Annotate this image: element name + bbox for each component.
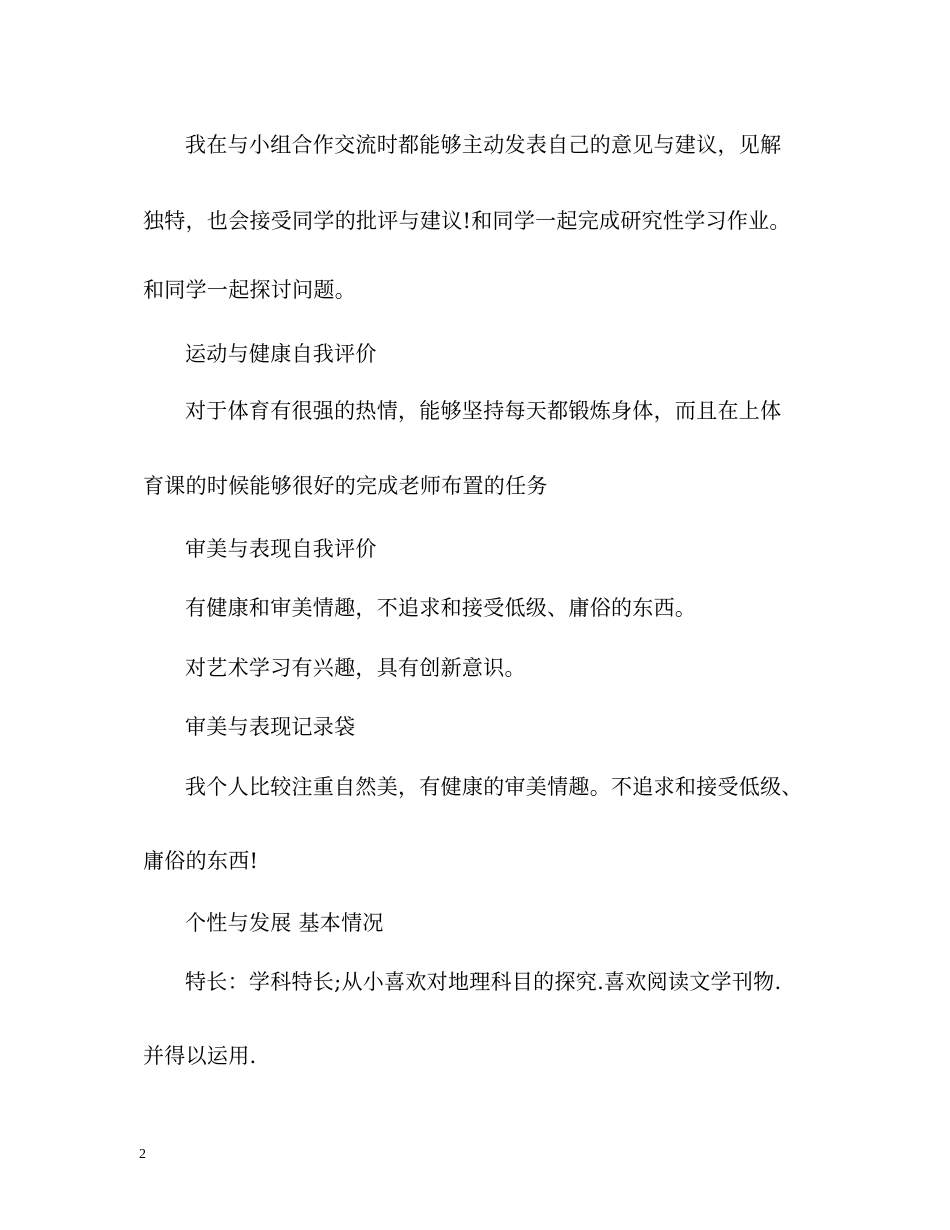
paragraph-10-line-2: 并得以运用. xyxy=(143,1044,257,1068)
paragraph-1-line-3: 和同学一起探讨问题。 xyxy=(143,278,356,302)
paragraph-3-line-2: 育课的时候能够很好的完成老师布置的任务 xyxy=(143,474,548,498)
paragraph-3-line-1: 对于体育有很强的热情，能够坚持每天都锻炼身体，而且在上体 xyxy=(185,399,782,423)
paragraph-6-line-1: 对艺术学习有兴趣，具有创新意识。 xyxy=(185,656,526,680)
paragraph-1-line-2: 独特，也会接受同学的批评与建议!和同学一起完成研究性学习作业。 xyxy=(143,209,791,233)
paragraph-5-line-1: 有健康和审美情趣，不追求和接受低级、庸俗的东西。 xyxy=(185,596,697,620)
section-heading-aesthetics-record-bag: 审美与表现记录袋 xyxy=(185,715,356,739)
section-heading-personality-development: 个性与发展 基本情况 xyxy=(185,911,384,935)
page-number: 2 xyxy=(139,1147,146,1162)
paragraph-8-line-2: 庸俗的东西! xyxy=(143,849,259,873)
paragraph-1-line-1: 我在与小组合作交流时都能够主动发表自己的意见与建议，见解 xyxy=(185,133,782,157)
section-heading-aesthetics-self-evaluation: 审美与表现自我评价 xyxy=(185,537,377,561)
paragraph-8-line-1: 我个人比较注重自然美，有健康的审美情趣。不追求和接受低级、 xyxy=(185,775,803,799)
section-heading-sports-health: 运动与健康自我评价 xyxy=(185,342,377,366)
paragraph-10-line-1: 特长：学科特长;从小喜欢对地理科目的探究.喜欢阅读文学刊物. xyxy=(185,970,782,994)
